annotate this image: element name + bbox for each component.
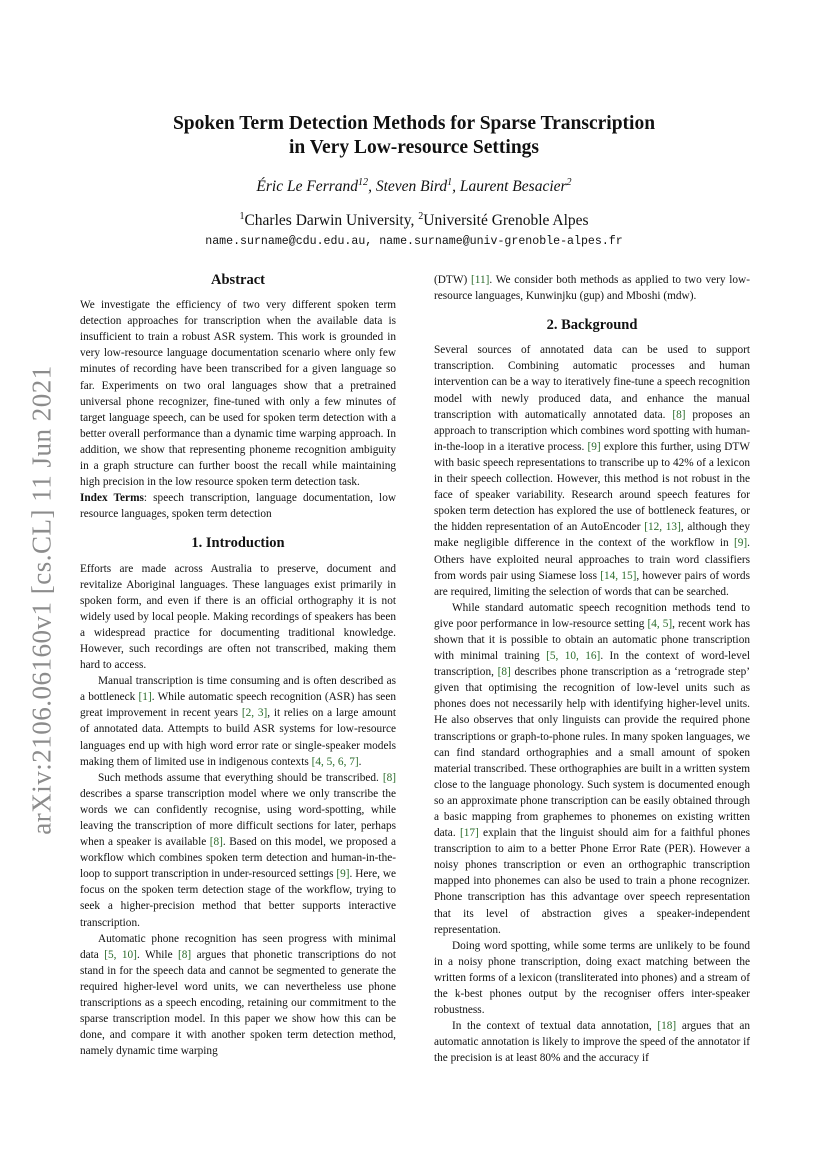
author-name: Laurent Besacier — [459, 178, 567, 195]
affiliation-mark: 2 — [418, 210, 424, 222]
title-line-2: in Very Low-resource Settings — [288, 137, 540, 158]
citation-link[interactable]: [18] — [657, 1020, 677, 1033]
text-span: argues that phonetic transcriptions do not stand in for the speech data and cannot be segmented to generate the required higher-level word units, we can nevertheless use phone transcriptions as a speech encoding, retaining our commitment to the sparse transcription model. In this paper we show how this can be done, and compare it with another spoken term detection method, namely dynamic time warping — [80, 948, 397, 1058]
intro-paragraph — [80, 770, 396, 931]
text-span: , recent work has shown that it is possible to obtain an automatic phone transcription with minimal training — [434, 617, 750, 663]
citation-link[interactable]: [5, 10, 16] — [546, 650, 601, 663]
paper-title — [80, 112, 748, 160]
text-span: proposes an approach to transcription which combines word spotting with human-in-the-loop in a iterative process. — [434, 408, 750, 453]
background-paragraph — [434, 600, 750, 938]
author-affiliation-mark: 1 — [447, 176, 453, 188]
affiliation-mark: 1 — [239, 210, 245, 222]
text-span: . Others have exploited neural approaches to train word classifiers from words pair using Siamese loss — [434, 537, 750, 582]
author-name: Éric Le Ferrand — [256, 178, 359, 195]
left-column — [80, 272, 396, 1059]
text-span: Automatic phone recognition has seen progress with minimal data — [80, 932, 396, 961]
citation-link[interactable]: [8] — [382, 771, 396, 784]
citation-link[interactable]: [8] — [178, 948, 192, 961]
arxiv-identifier: arXiv:2106.06160v1 [cs.CL] 11 Jun 2021 — [26, 365, 57, 835]
intro-paragraph — [80, 673, 396, 770]
citation-link[interactable]: [9] — [336, 868, 350, 881]
text-span: Several sources of annotated data can be used to support transcription. Combining automatic processes and human intervention can be a way to iteratively fine-tune a speech recognition model with newly produced data, and enhance the manual transcription with automatically annotated data. — [434, 344, 750, 421]
text-span: In the context of textual data annotation, — [452, 1020, 658, 1033]
text-span: describes a sparse transcription model where we only transcribe the words we can confidently recognise, using word-spotting, while leaving the transcription of more difficult sections for later, perhaps when a speaker is available — [80, 787, 396, 849]
author-affiliation-mark: 12 — [358, 176, 369, 188]
text-span: argues that an automatic annotation is likely to improve the speed of the annotator if the precision is at least 80% and the accuracy if — [434, 1020, 750, 1065]
citation-link[interactable]: [4, 5, 6, 7] — [311, 755, 359, 768]
text-span: . Based on this model, we proposed a workflow which combines spoken term detection and human-in-the-loop to support transcription in under-resourced settings — [80, 836, 397, 881]
background-paragraph — [434, 342, 750, 600]
text-span: , although they make negligible difference in the context of the workflow in — [434, 521, 750, 550]
index-terms-text: : speech transcription, language documentation, low resource languages, spoken term detection — [80, 492, 396, 521]
text-span: . While automatic speech recognition (ASR) has seen great improvement in recent years — [80, 691, 396, 720]
intro-continuation — [434, 272, 750, 304]
citation-link[interactable]: [8] — [672, 408, 686, 421]
abstract-heading: Abstract — [211, 272, 265, 288]
arxiv-sidebar-stamp — [22, 365, 62, 835]
text-span: , it relies on a large amount of annotated data. Attempts to build ASR systems for low-resource languages end up with high word error rate or single-speaker models making them of limited use in indigenous contexts — [80, 707, 396, 768]
text-span: . In the context of word-level transcription, — [434, 650, 750, 679]
affiliation-name: Université Grenoble Alpes — [423, 212, 589, 229]
citation-link[interactable]: [8] — [209, 836, 223, 849]
text-span: explore this further, using DTW with basic speech representations to transcribe up to 42% of a lexicon in their speech collection. However, this method is not robust in the face of speaker variability. Research around speech features for spoken term detection has explored the use of bottleneck features, or the hidden representation of an AutoEncoder — [434, 440, 750, 534]
author-list: Éric Le Ferrand$^{12}$, Steven Bird$^1$, Laurent Besacier$^2$ — [256, 176, 572, 195]
citation-link[interactable]: [12, 13] — [644, 521, 681, 534]
abstract-text: We investigate the efficiency of two very different spoken term detection approaches for transcription when the available data is insufficient to train a robust ASR system. This work is grounded in very low-resource language documentation scenario where only few minutes of recording have been transcribed for a given language so far. Experiments on two oral languages show that a pretrained universal phone recognizer, fine-tuned with only a few minutes of target language speech, can be used for spoken term detection with a better overall performance than a dynamic time warping approach. In addition, we show that representing phoneme recognition ambiguity in a graph structure can further boost the recall while maintaining high precision in the low resource spoken term detection task. — [80, 299, 396, 489]
citation-link[interactable]: [4, 5] — [647, 617, 673, 630]
citation-link[interactable]: [9] — [733, 537, 748, 550]
index-terms-label: Index Terms — [80, 492, 144, 505]
introduction-heading: 1. Introduction — [191, 535, 285, 552]
author-emails: name.surname@cdu.edu.au, name.surname@univ-grenoble-alpes.fr — [205, 235, 623, 248]
citation-link[interactable]: [9] — [587, 440, 601, 453]
background-paragraph: Doing word spotting, while some terms are unlikely to be found in a noisy phone transcription, doing exact matching between the written forms of a lexicon (transliterated into phones) and a stream of the k-best phones output by the recogniser offers inter-speaker robustness. — [434, 939, 750, 1017]
text-span: Manual transcription is time consuming and is often described as a bottleneck — [80, 675, 396, 704]
text-span: . We consider both methods as applied to two very low-resource languages, Kunwinjku (gup) and Mboshi (mdw). — [434, 274, 750, 303]
citation-link[interactable]: [5, 10] — [104, 948, 137, 961]
citation-link[interactable]: [1] — [138, 691, 152, 704]
text-span: . — [358, 755, 362, 768]
text-span: , however pairs of words are required, limiting the selection of words that can be searched. — [434, 569, 750, 598]
affiliations: $^1$Charles Darwin University, $^2$Université Grenoble Alpes — [239, 210, 589, 229]
background-heading: 2. Background — [546, 317, 638, 334]
text-span: . While — [136, 948, 178, 961]
intro-paragraph: Efforts are made across Australia to preserve, document and revitalize Aboriginal languages. These languages exist primarily in spoken form, and even if there is an official orthography it is not widely used by local people. Making recordings of speakers has been a widespread practice for documenting traditional knowledge. However, such recordings are often not transcribed, making them hard to access. — [80, 562, 396, 672]
citation-link[interactable]: [17] — [459, 827, 479, 840]
text-span: describes phone transcription as a ‘retrograde step’ given that optimising the recognition of low-level units such as phones does not necessarily help with identifying higher-level units. He also observes that only linguists can provide the required phone transcriptions or graph-to-phone rules. In many spoken languages, we can find standard orthographies and a small amount of spoken material transcribed. These orthographies are built in a written system close to the language phonology. Such system is documented enough so an approximate phone transcription can be easily obtained through a basic mapping from graphemes to phonemes on existing written data. — [434, 666, 751, 840]
index-terms — [80, 490, 396, 522]
text-span: While standard automatic speech recognition methods tend to give poor performance in low-resource setting — [434, 601, 750, 630]
right-column — [434, 272, 750, 1067]
text-span: explain that the linguist should aim for a faithful phones transcription to aim to a better Phone Error Rate (PER). However a noisy phones transcription or even an orthographic transcription mapped into phonemes can also be used to train a phone recognizer. Phone transcription has this advantage over speech representation that its level of abstraction gives a speaker-independent representation. — [434, 827, 751, 936]
author-affiliation-mark: 2 — [566, 176, 572, 188]
citation-link[interactable]: [11] — [470, 274, 490, 286]
background-paragraph — [434, 1018, 750, 1066]
citation-link[interactable]: [14, 15] — [600, 569, 637, 582]
author-name: Steven Bird — [375, 178, 448, 195]
title-line-1: Spoken Term Detection Methods for Sparse Transcription — [172, 113, 656, 134]
text-span: Such methods assume that everything should be transcribed. — [98, 771, 383, 784]
citation-link[interactable]: [8] — [497, 666, 511, 679]
affiliation-name: Charles Darwin University — [244, 212, 411, 229]
citation-link[interactable]: [2, 3] — [241, 707, 268, 720]
text-span: (DTW) — [434, 274, 471, 286]
intro-paragraph — [80, 931, 396, 1060]
text-span: . Here, we focus on the spoken term detection stage of the workflow, trying to seek a higher-precision method that better supports interactive transcription. — [80, 868, 396, 929]
